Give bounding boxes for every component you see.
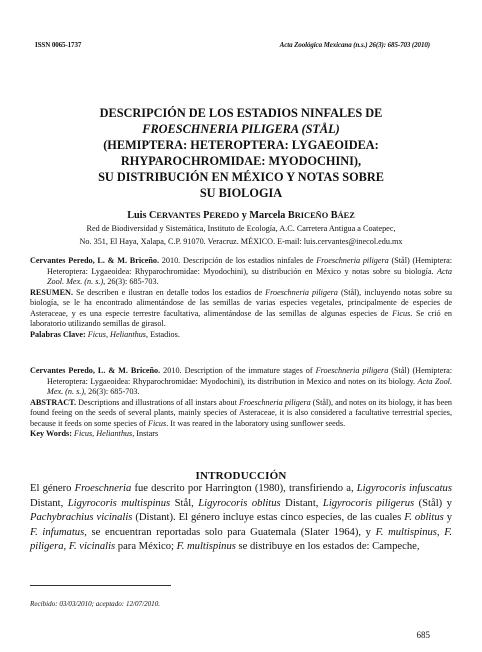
authors: Luis CERVANTES PEREDO y Marcela BRICEÑO BÁEZ [127,210,355,221]
english-citation: Cervantes Peredo, L. & M. Briceño. 2010. Description of the immature stages of Froeschneria piligera (Stål) (Hemiptera: Heteroptera: Lygaeoidea: Rhyparochromidae: Myodochini), its distribution in Mexico and notes on its biology. Acta Zool. Mex. (n. s.), 26(3): 685-703. [30,366,452,396]
english-abstract-block [30,366,452,440]
footnote-rule [30,585,171,586]
spanish-abstract-block [30,256,452,340]
title-line-5: SU DISTRIBUCIÓN EN MÉXICO Y NOTAS SOBRE [98,170,384,184]
journal-citation: Acta Zoológica Mexicana (n.s.) 26(3): 685-703 (2010) [279,41,430,49]
page-number: 685 [416,630,430,640]
title-line-4: RHYPAROCHROMIDAE: MYODOCHINI), [120,154,362,168]
title-line-2: FROESCHNERIA PILIGERA (STÅL) [142,122,340,136]
palabras-clave: Palabras Clave: Ficus, Helianthus, Estadios. [30,329,180,339]
key-words: Key Words: Ficus, Helianthus, Instars [30,429,159,438]
intro-paragraph: El género Froeschneria fue descrito por Harrington (1980), transfiriendo a, Ligyrocoris infuscatus Distant, Ligyrocoris multispinus Stål, Ligyrocoris oblitus Distant, Ligyrocoris piligerus (Stål) y Pachybrachius vicinalis (Distant). El género incluye estas cinco especies, de las cuales F. oblitus y F. infumatus, se encuentran reportadas solo para Guatemala (Slater 1964), y F. multispinus, F. piligera, F. vicinalis para México; F. multispinus se distribuye en los estados de: Campeche, [30,483,453,553]
affiliation-line-1: Red de Biodiversidad y Sistemática, Instituto de Ecología, A.C. Carretera Antigua a Coatepec, [86,224,396,233]
title-line-3: (HEMIPTERA: HETEROPTERA: LYGAEOIDEA: [103,138,379,152]
issn: ISSN 0065-1737 [35,41,82,49]
abstract: ABSTRACT. Descriptions and illustrations of all instars about Froeschneria piligera (Stål), and notes on its biology, it has been found feeing on the seeds of several plants, mainly species of Asteraceae, it is also considered a facultative terrestrial species, because it feeds on some species of Ficus. It was reared in the laboratory using sunflower seeds. [30,397,452,428]
received-date: Recibido: 03/03/2010; aceptado: 12/07/2010. [30,600,161,608]
title-line-6: SU BIOLOGIA [199,186,283,200]
affiliation [30,223,452,248]
resumen: RESUMEN. Se describen e ilustran en detalle todos los estadios de Froeschneria piligera (Stål), incluyendo notas sobre su biología, se le ha encontrado alimentándose de las semillas de varias especies vegetales, principalmente de especies de Asteraceae, y es una especie terrestre facultativa, alimentándose de las semillas de algunas especies de Ficus. Se crió en laboratorio utilizando semillas de girasol. [30,287,453,328]
article-title [60,105,422,201]
introduccion-body [30,482,452,555]
introduccion-heading: INTRODUCCIÓN [195,470,287,482]
spanish-citation: Cervantes Peredo, L. & M. Briceño. 2010. Descripción de los estadios ninfales de Froeschneria piligera (Stål) (Hemiptera: Heteroptera: Lygaeoidea: Rhyparochromidae: Myodochini), su distribución en México y notas sobre su biología. Acta Zool. Mex. (n. s.), 26(3): 685-703. [30,256,452,286]
title-line-1: DESCRIPCIÓN DE LOS ESTADIOS NINFALES DE [99,106,383,120]
affiliation-line-2: No. 351, El Haya, Xalapa, C.P. 91070. Veracruz. MÉXICO. E-mail: luis.cervantes@inecol.edu.mx [79,236,403,246]
